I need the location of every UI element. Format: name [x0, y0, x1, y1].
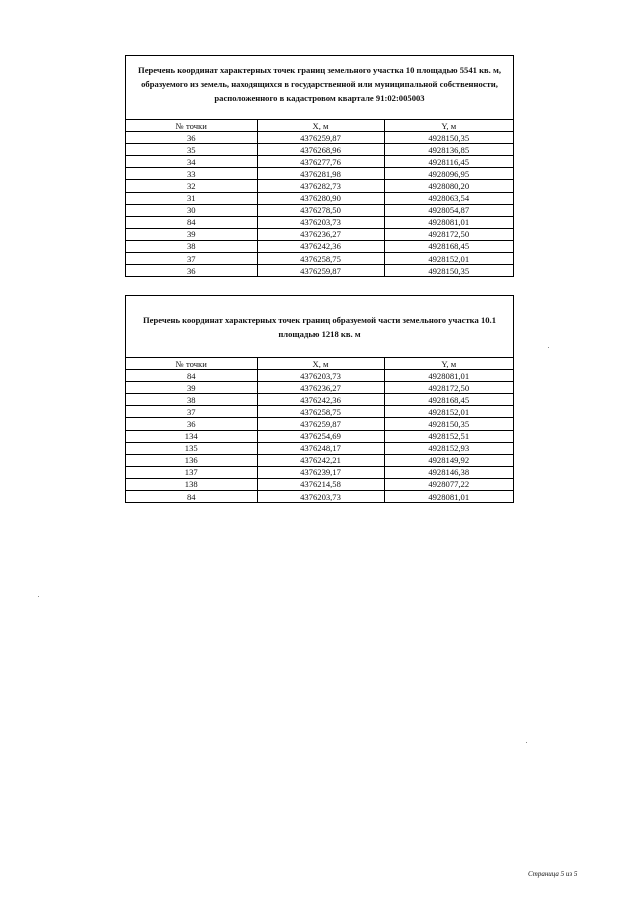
table-row [126, 454, 513, 466]
cell-y: 4928081,01 [384, 491, 513, 503]
table-row [126, 382, 513, 394]
cell-x: 4376203,73 [257, 370, 384, 382]
cell-point: 36 [126, 265, 257, 277]
table-row [126, 430, 513, 442]
cell-x: 4376280,90 [257, 192, 384, 204]
cell-y: 4928152,51 [384, 430, 513, 442]
table-row [126, 132, 513, 144]
cell-y: 4928077,22 [384, 478, 513, 490]
cell-point: 137 [126, 466, 257, 478]
cell-y: 4928149,92 [384, 454, 513, 466]
table-row [126, 478, 513, 490]
table-row [126, 156, 513, 168]
cell-y: 4928081,01 [384, 216, 513, 228]
cell-y: 4928150,35 [384, 265, 513, 277]
column-header-y: Y, м [384, 358, 513, 370]
cell-x: 4376203,73 [257, 216, 384, 228]
cell-y: 4928063,54 [384, 192, 513, 204]
column-header-x: X, м [257, 358, 384, 370]
cell-x: 4376259,87 [257, 132, 384, 144]
cell-x: 4376277,76 [257, 156, 384, 168]
table-row [126, 442, 513, 454]
cell-y: 4928081,01 [384, 370, 513, 382]
cell-point: 39 [126, 382, 257, 394]
cell-point: 31 [126, 192, 257, 204]
coordinates-table-block-1 [125, 55, 514, 277]
table-row [126, 216, 513, 228]
cell-x: 4376281,98 [257, 168, 384, 180]
cell-x: 4376278,50 [257, 204, 384, 216]
cell-point: 84 [126, 491, 257, 503]
cell-point: 33 [126, 168, 257, 180]
coordinates-table-block-2 [125, 295, 514, 503]
table-row [126, 144, 513, 156]
table-row [126, 265, 513, 277]
cell-point: 37 [126, 253, 257, 265]
scan-speck [38, 596, 39, 597]
cell-point: 84 [126, 216, 257, 228]
cell-point: 32 [126, 180, 257, 192]
cell-x: 4376236,27 [257, 382, 384, 394]
cell-y: 4928172,50 [384, 382, 513, 394]
table-header-row [126, 120, 513, 132]
cell-x: 4376259,87 [257, 418, 384, 430]
table-title: Перечень координат характерных точек границ образуемой части земельного участка 10.1 площадью 1218 кв. м [126, 296, 513, 358]
cell-point: 84 [126, 370, 257, 382]
cell-point: 38 [126, 240, 257, 252]
cell-y: 4928168,45 [384, 240, 513, 252]
cell-point: 134 [126, 430, 257, 442]
table-row [126, 253, 513, 265]
cell-point: 30 [126, 204, 257, 216]
cell-x: 4376236,27 [257, 228, 384, 240]
table-row [126, 466, 513, 478]
table-row [126, 180, 513, 192]
cell-point: 39 [126, 228, 257, 240]
cell-point: 37 [126, 406, 257, 418]
table-row [126, 228, 513, 240]
cell-x: 4376259,87 [257, 265, 384, 277]
column-header-y: Y, м [384, 120, 513, 132]
table-row [126, 370, 513, 382]
cell-x: 4376242,36 [257, 240, 384, 252]
cell-x: 4376258,75 [257, 253, 384, 265]
cell-y: 4928136,85 [384, 144, 513, 156]
cell-point: 38 [126, 394, 257, 406]
cell-x: 4376239,17 [257, 466, 384, 478]
cell-x: 4376268,96 [257, 144, 384, 156]
table-row [126, 418, 513, 430]
cell-y: 4928152,01 [384, 406, 513, 418]
table-row [126, 204, 513, 216]
column-header-point: № точки [126, 358, 257, 370]
table-row [126, 394, 513, 406]
column-header-point: № точки [126, 120, 257, 132]
scan-speck [548, 347, 549, 348]
cell-x: 4376248,17 [257, 442, 384, 454]
cell-y: 4928168,45 [384, 394, 513, 406]
cell-y: 4928116,45 [384, 156, 513, 168]
cell-y: 4928152,01 [384, 253, 513, 265]
cell-point: 136 [126, 454, 257, 466]
cell-x: 4376282,73 [257, 180, 384, 192]
coordinates-table [126, 120, 513, 276]
cell-point: 36 [126, 418, 257, 430]
table-header-row [126, 358, 513, 370]
table-title: Перечень координат характерных точек границ земельного участка 10 площадью 5541 кв. м, образуемого из земель, находящихся в государственной или муниципальной собственности, расположенного в кадастровом квартале 91:02:005003 [126, 56, 513, 120]
cell-y: 4928096,95 [384, 168, 513, 180]
cell-point: 36 [126, 132, 257, 144]
cell-x: 4376214,58 [257, 478, 384, 490]
table-row [126, 240, 513, 252]
table-row [126, 192, 513, 204]
cell-x: 4376203,73 [257, 491, 384, 503]
cell-y: 4928054,87 [384, 204, 513, 216]
coordinates-table [126, 358, 513, 502]
cell-y: 4928150,35 [384, 418, 513, 430]
cell-point: 138 [126, 478, 257, 490]
scan-speck [526, 742, 527, 743]
table-row [126, 406, 513, 418]
cell-point: 135 [126, 442, 257, 454]
cell-x: 4376242,36 [257, 394, 384, 406]
column-header-x: X, м [257, 120, 384, 132]
table-row [126, 168, 513, 180]
cell-point: 35 [126, 144, 257, 156]
cell-y: 4928152,93 [384, 442, 513, 454]
cell-point: 34 [126, 156, 257, 168]
cell-y: 4928146,38 [384, 466, 513, 478]
cell-y: 4928080,20 [384, 180, 513, 192]
cell-x: 4376254,69 [257, 430, 384, 442]
cell-x: 4376242,21 [257, 454, 384, 466]
cell-y: 4928172,50 [384, 228, 513, 240]
cell-y: 4928150,35 [384, 132, 513, 144]
page-number: Страница 5 из 5 [528, 870, 578, 878]
table-row [126, 491, 513, 503]
cell-x: 4376258,75 [257, 406, 384, 418]
